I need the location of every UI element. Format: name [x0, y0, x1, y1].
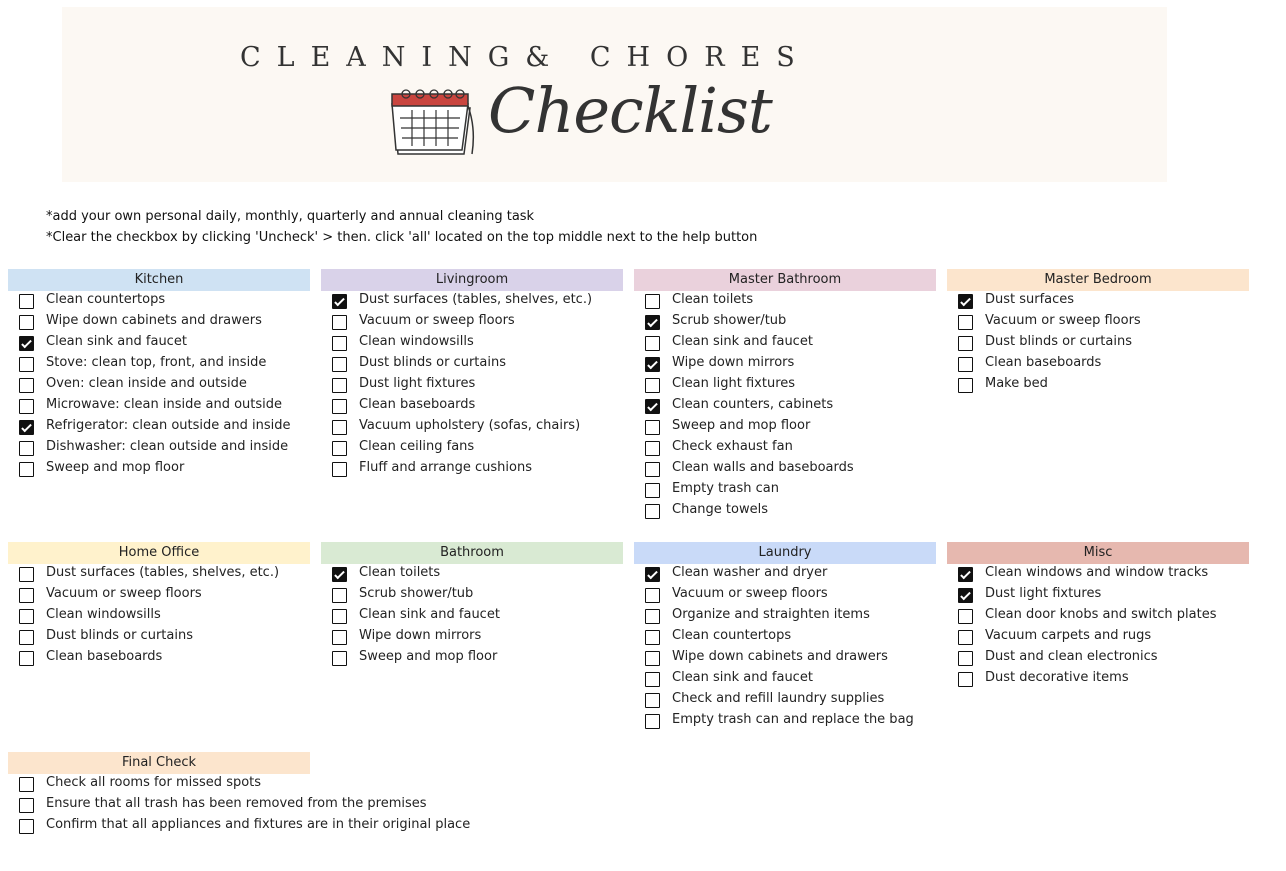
checkbox[interactable]	[645, 315, 660, 330]
checkbox[interactable]	[958, 588, 973, 603]
checkbox[interactable]	[19, 588, 34, 603]
checkbox[interactable]	[645, 504, 660, 519]
checklist-item	[321, 333, 623, 354]
checklist-item	[634, 459, 936, 480]
checklist-item-label: Dust blinds or curtains	[359, 355, 506, 370]
section-header-misc: Misc	[947, 542, 1249, 564]
checklist-item-label: Vacuum or sweep floors	[46, 586, 202, 601]
checklist-item	[634, 585, 936, 606]
checklist-item	[321, 291, 623, 312]
checklist-item	[8, 774, 310, 795]
checklist-item	[947, 564, 1249, 585]
checklist-item-label: Dust and clean electronics	[985, 649, 1158, 664]
checklist-item-label: Clean sink and faucet	[46, 334, 187, 349]
checklist-item	[321, 396, 623, 417]
checkbox[interactable]	[332, 399, 347, 414]
checkbox[interactable]	[645, 609, 660, 624]
checkbox[interactable]	[332, 441, 347, 456]
checkbox[interactable]	[19, 294, 34, 309]
checklist-item-label: Scrub shower/tub	[672, 313, 787, 328]
checklist-item-label: Clean windows and window tracks	[985, 565, 1209, 580]
checklist-item	[634, 417, 936, 438]
checkbox[interactable]	[19, 819, 34, 834]
calendar-icon	[388, 88, 478, 162]
checklist-item-label: Sweep and mop floor	[359, 649, 498, 664]
section-master-bathroom	[634, 269, 936, 522]
checklist-item	[634, 396, 936, 417]
checklist-item	[321, 438, 623, 459]
section-livingroom	[321, 269, 623, 480]
checklist-item	[8, 396, 310, 417]
checklist-item-label: Clean sink and faucet	[672, 334, 813, 349]
checklist-item	[8, 564, 310, 585]
checklist-item-label: Vacuum or sweep floors	[672, 586, 828, 601]
checklist-item-label: Clean sink and faucet	[672, 670, 813, 685]
checkbox[interactable]	[332, 357, 347, 372]
checklist-item-label: Wipe down mirrors	[359, 628, 482, 643]
checklist-item-label: Empty trash can and replace the bag	[672, 712, 914, 727]
checklist-item	[634, 564, 936, 585]
checklist-item-label: Change towels	[672, 502, 768, 517]
checklist-item	[947, 354, 1249, 375]
checklist-item-label: Wipe down cabinets and drawers	[46, 313, 262, 328]
checklist-item-label: Check exhaust fan	[672, 439, 793, 454]
checklist-item-label: Sweep and mop floor	[46, 460, 185, 475]
checkbox[interactable]	[332, 378, 347, 393]
checkbox[interactable]	[958, 378, 973, 393]
checklist-item	[947, 669, 1249, 690]
checklist-item-label: Check all rooms for missed spots	[46, 775, 262, 790]
checklist-item-label: Clean countertops	[46, 292, 166, 307]
checklist-item-label: Dust light fixtures	[359, 376, 476, 391]
checkbox[interactable]	[645, 567, 660, 582]
checklist-item	[321, 648, 623, 669]
checklist-item	[8, 459, 310, 480]
checklist-item-label: Clean door knobs and switch plates	[985, 607, 1217, 622]
note-add-tasks: *add your own personal daily, monthly, quarterly and annual cleaning task	[46, 209, 535, 224]
checklist-item	[8, 795, 427, 816]
checklist-item-label: Clean baseboards	[985, 355, 1102, 370]
checklist-item-label: Oven: clean inside and outside	[46, 376, 247, 391]
checklist-item	[947, 333, 1249, 354]
checklist-item-label: Dishwasher: clean outside and inside	[46, 439, 289, 454]
checkbox[interactable]	[332, 315, 347, 330]
checkbox[interactable]	[332, 336, 347, 351]
checkbox[interactable]	[19, 378, 34, 393]
checkbox[interactable]	[958, 294, 973, 309]
checkbox[interactable]	[19, 420, 34, 435]
checklist-item	[634, 480, 936, 501]
checkbox[interactable]	[958, 567, 973, 582]
checklist-item-label: Microwave: clean inside and outside	[46, 397, 283, 412]
checklist-item-label: Clean ceiling fans	[359, 439, 475, 454]
title-cleaning-chores: CLEANING& CHORES	[240, 42, 811, 73]
checklist-item-label: Vacuum carpets and rugs	[985, 628, 1152, 643]
checkbox[interactable]	[645, 357, 660, 372]
checklist-item	[634, 333, 936, 354]
checklist-item	[321, 585, 623, 606]
checklist-item-label: Vacuum upholstery (sofas, chairs)	[359, 418, 581, 433]
checklist-item	[634, 354, 936, 375]
checklist-item-label: Empty trash can	[672, 481, 779, 496]
section-final-check	[8, 752, 471, 837]
checklist-item	[634, 606, 936, 627]
checklist-item-label: Clean counters, cabinets	[672, 397, 834, 412]
checkbox[interactable]	[332, 630, 347, 645]
checkbox[interactable]	[332, 651, 347, 666]
section-header-master-bathroom: Master Bathroom	[634, 269, 936, 291]
checklist-item-label: Clean windowsills	[359, 334, 474, 349]
checklist-item-label: Ensure that all trash has been removed from the premises	[46, 796, 427, 811]
checkbox[interactable]	[19, 567, 34, 582]
note-clear-checkbox: *Clear the checkbox by clicking 'Uncheck' > then. click 'all' located on the top middle next to the help button	[46, 230, 758, 245]
checkbox[interactable]	[958, 609, 973, 624]
checkbox[interactable]	[645, 378, 660, 393]
checkbox[interactable]	[645, 294, 660, 309]
checklist-item	[947, 375, 1249, 396]
checkbox[interactable]	[332, 294, 347, 309]
checklist-item	[634, 312, 936, 333]
checklist-item-label: Clean baseboards	[46, 649, 163, 664]
checklist-item	[8, 816, 471, 837]
checklist-item	[321, 354, 623, 375]
checklist-item	[8, 438, 310, 459]
checklist-item-label: Clean washer and dryer	[672, 565, 828, 580]
checklist-item	[8, 291, 310, 312]
checklist-item	[634, 627, 936, 648]
checklist-item	[634, 669, 936, 690]
checkbox[interactable]	[645, 336, 660, 351]
checkbox[interactable]	[958, 672, 973, 687]
checkbox[interactable]	[645, 630, 660, 645]
checklist-item	[8, 627, 310, 648]
checklist-item	[634, 291, 936, 312]
checkbox[interactable]	[645, 693, 660, 708]
checklist-item-label: Dust decorative items	[985, 670, 1129, 685]
checklist-item	[321, 564, 623, 585]
checklist-item	[321, 627, 623, 648]
checklist-item-label: Fluff and arrange cushions	[359, 460, 532, 475]
checklist-item	[634, 375, 936, 396]
checkbox[interactable]	[19, 441, 34, 456]
section-header-home-office: Home Office	[8, 542, 310, 564]
checkbox[interactable]	[958, 630, 973, 645]
checkbox[interactable]	[645, 651, 660, 666]
checkbox[interactable]	[19, 336, 34, 351]
checkbox[interactable]	[19, 798, 34, 813]
checklist-item-label: Clean light fixtures	[672, 376, 796, 391]
checklist-item-label: Organize and straighten items	[672, 607, 870, 622]
checklist-item-label: Wipe down mirrors	[672, 355, 795, 370]
checklist-item	[947, 312, 1249, 333]
checkbox[interactable]	[19, 777, 34, 792]
checklist-item-label: Clean toilets	[672, 292, 754, 307]
section-header-bathroom: Bathroom	[321, 542, 623, 564]
checklist-item-label: Stove: clean top, front, and inside	[46, 355, 267, 370]
checkbox[interactable]	[645, 399, 660, 414]
checklist-item-label: Wipe down cabinets and drawers	[672, 649, 888, 664]
checklist-item-label: Clean sink and faucet	[359, 607, 500, 622]
checkbox[interactable]	[958, 651, 973, 666]
checklist-item	[634, 648, 936, 669]
section-header-livingroom: Livingroom	[321, 269, 623, 291]
checkbox[interactable]	[19, 651, 34, 666]
checkbox[interactable]	[19, 315, 34, 330]
checklist-item	[8, 606, 310, 627]
checklist-item	[8, 417, 310, 438]
section-header-final-check: Final Check	[8, 752, 310, 774]
section-home-office	[8, 542, 310, 669]
checklist-item-label: Vacuum or sweep floors	[359, 313, 515, 328]
checkbox[interactable]	[19, 630, 34, 645]
checklist-item	[947, 627, 1249, 648]
checkbox[interactable]	[645, 462, 660, 477]
section-laundry	[634, 542, 936, 732]
checklist-item	[947, 606, 1249, 627]
checklist-item-label: Dust surfaces (tables, shelves, etc.)	[46, 565, 280, 580]
checkbox[interactable]	[332, 420, 347, 435]
checklist-item-label: Scrub shower/tub	[359, 586, 474, 601]
checklist-item	[8, 648, 310, 669]
checklist-item	[8, 312, 310, 333]
checklist-item	[634, 501, 936, 522]
checkbox[interactable]	[19, 357, 34, 372]
checkbox[interactable]	[958, 315, 973, 330]
section-master-bedroom	[947, 269, 1249, 396]
checklist-item	[947, 585, 1249, 606]
checkbox[interactable]	[645, 672, 660, 687]
checklist-item-label: Clean windowsills	[46, 607, 161, 622]
checklist-item-label: Check and refill laundry supplies	[672, 691, 885, 706]
checkbox[interactable]	[645, 441, 660, 456]
checkbox[interactable]	[19, 462, 34, 477]
checklist-item	[8, 585, 310, 606]
checklist-item-label: Clean toilets	[359, 565, 441, 580]
checklist-item	[634, 711, 936, 732]
checklist-item-label: Dust light fixtures	[985, 586, 1102, 601]
section-misc	[947, 542, 1249, 690]
checklist-item	[321, 606, 623, 627]
checklist-item-label: Dust blinds or curtains	[985, 334, 1132, 349]
checkbox[interactable]	[645, 420, 660, 435]
checklist-item	[321, 312, 623, 333]
checkbox[interactable]	[19, 609, 34, 624]
checklist-item-label: Clean walls and baseboards	[672, 460, 854, 475]
checklist-item-label: Sweep and mop floor	[672, 418, 811, 433]
checklist-item-label: Vacuum or sweep floors	[985, 313, 1141, 328]
checklist-item-label: Dust surfaces	[985, 292, 1075, 307]
checklist-item	[8, 333, 310, 354]
checkbox[interactable]	[332, 462, 347, 477]
checklist-item-label: Clean baseboards	[359, 397, 476, 412]
checklist-item	[634, 438, 936, 459]
checklist-item-label: Refrigerator: clean outside and inside	[46, 418, 291, 433]
checklist-item-label: Dust surfaces (tables, shelves, etc.)	[359, 292, 593, 307]
checkbox[interactable]	[958, 357, 973, 372]
checklist-item-label: Make bed	[985, 376, 1048, 391]
checklist-item	[8, 354, 310, 375]
title-checklist: Checklist	[488, 74, 772, 147]
checklist-item-label: Confirm that all appliances and fixtures are in their original place	[46, 817, 471, 832]
checklist-item	[321, 459, 623, 480]
checklist-item	[947, 648, 1249, 669]
checkbox[interactable]	[332, 588, 347, 603]
section-header-master-bedroom: Master Bedroom	[947, 269, 1249, 291]
checklist-item	[321, 417, 623, 438]
section-header-laundry: Laundry	[634, 542, 936, 564]
checkbox[interactable]	[645, 588, 660, 603]
section-kitchen	[8, 269, 310, 480]
checkbox[interactable]	[958, 336, 973, 351]
checklist-item	[947, 291, 1249, 312]
section-bathroom	[321, 542, 623, 669]
checklist-item	[634, 690, 936, 711]
checklist-item-label: Clean countertops	[672, 628, 792, 643]
checklist-item	[321, 375, 623, 396]
checklist-item	[8, 375, 310, 396]
checklist-item-label: Dust blinds or curtains	[46, 628, 193, 643]
section-header-kitchen: Kitchen	[8, 269, 310, 291]
checkbox[interactable]	[19, 399, 34, 414]
checkbox[interactable]	[332, 567, 347, 582]
checkbox[interactable]	[645, 714, 660, 729]
checkbox[interactable]	[645, 483, 660, 498]
checkbox[interactable]	[332, 609, 347, 624]
